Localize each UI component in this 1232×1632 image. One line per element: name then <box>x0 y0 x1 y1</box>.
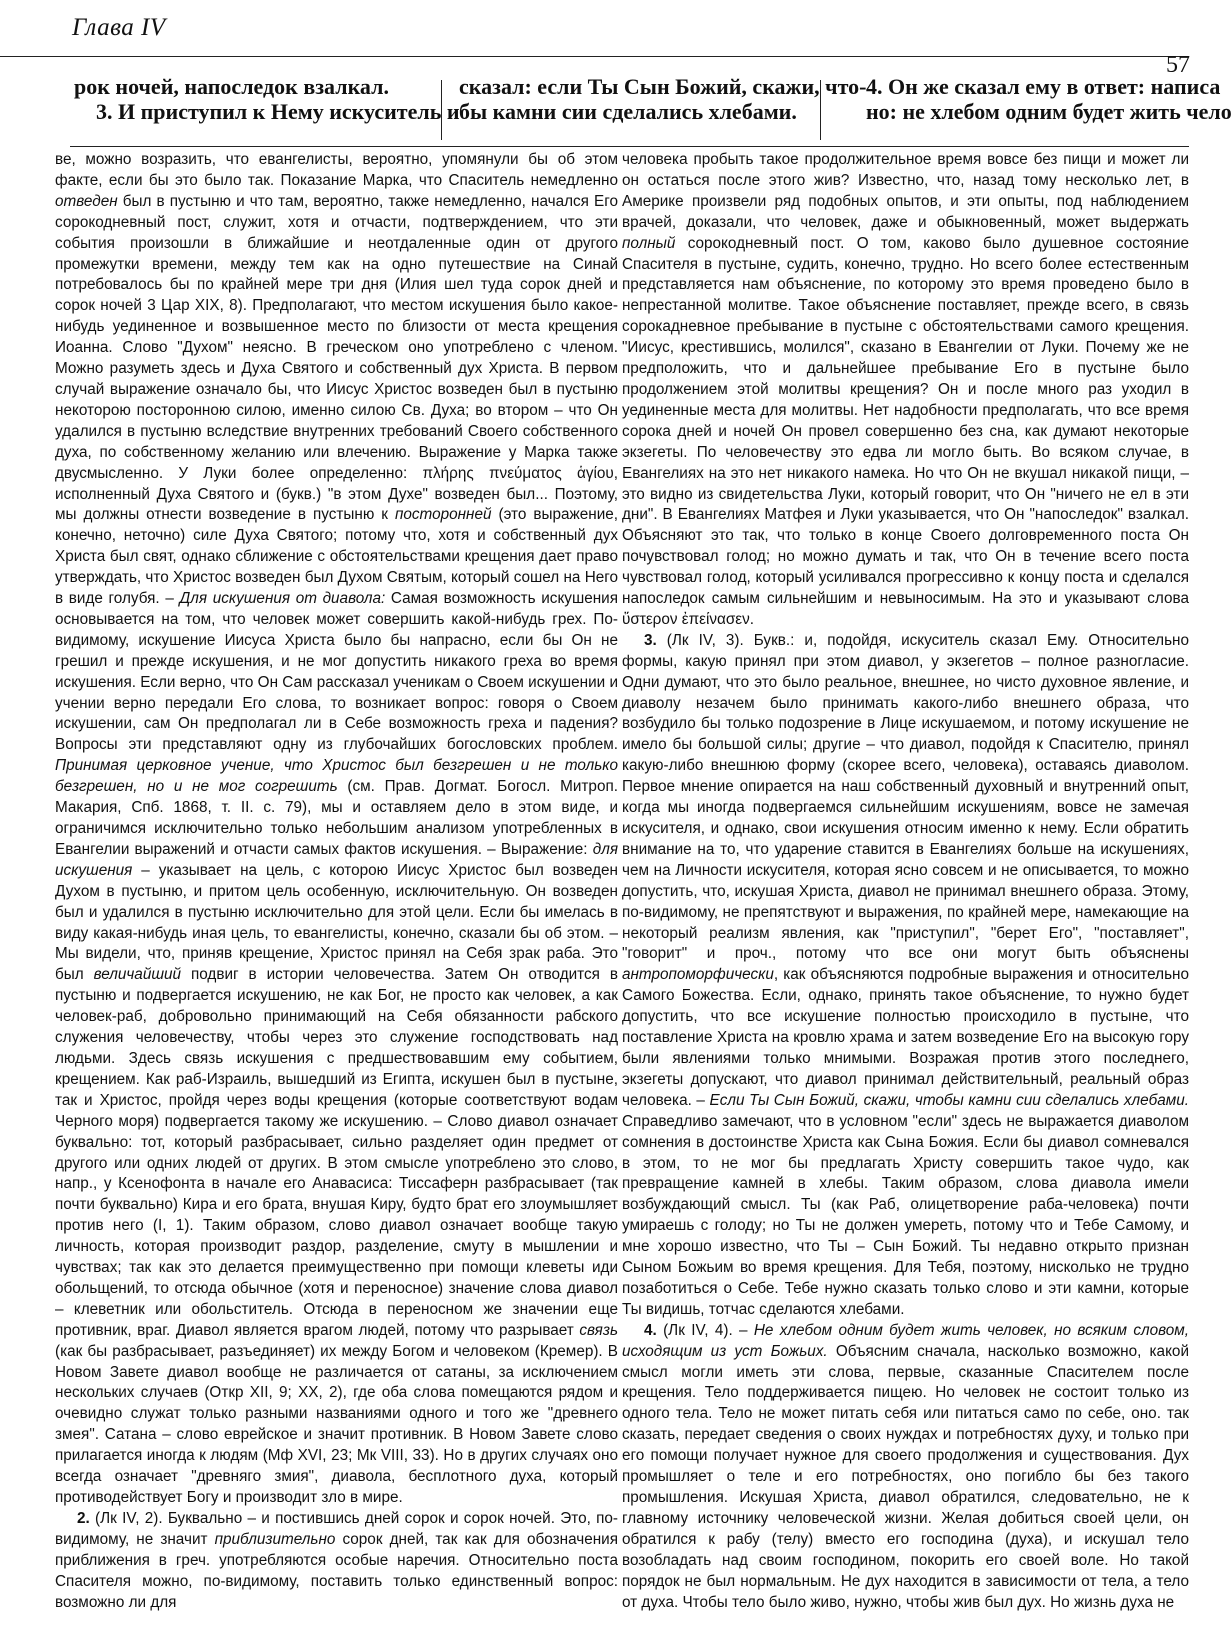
verse-block-3 <box>834 74 1232 124</box>
scripture-verses-band <box>0 66 1232 144</box>
commentary-paragraph: 4. (Лк IV, 4). – Не хлебом одним будет жить человек, но всяким словом, исходящим из уст Божьих. Объясним сначала, насколько возможно, какой смысл могли иметь эти слова, первые, сказанные Спасителем после крещения. Тело поддерживается пищею. Но человек не состоит только из одного тела. Тело не может питать себя или питаться само по себе, оно. так сказать, передает сведения о своих нуждах и потребностях духу, и только при его помощи получает нужное для своего продолжения и существования. Дух промышляет о теле и его потребностях, оно погибло бы без такого промышления. Искушая Христа, диавол обратился, следовательно, не к главному источнику человеческой жизни. Желая добиться своей цели, он обратился к рабу (телу) вместо его господина (духа), и искушал тело возобладать над своим господином, покорить его своей воле. Но такой порядок не был нормальным. Не дух находится в зависимости от тела, а тело от духа. Чтобы тело было живо, нужно, чтобы жив был дух. Но жизнь духа не <box>622 1321 1190 1611</box>
page-number: 57 <box>1166 52 1190 78</box>
verse-line: рок ночей, напоследок взалкал. <box>74 74 389 99</box>
verse-line: 4. Он же сказал ему в ответ: написа <box>866 74 1221 99</box>
running-header <box>0 0 1189 57</box>
verse-line: сказал: если Ты Сын Божий, скажи, что- <box>459 74 867 99</box>
verse-number: 4. <box>644 1321 657 1339</box>
commentary-column-left <box>55 150 618 1632</box>
commentary-column-right <box>622 150 1189 1632</box>
verse-line: бы камни сии сделались хлебами. <box>459 99 797 124</box>
commentary-paragraph: 3. (Лк IV, 3). Букв.: и, подойдя, искуситель сказал Ему. Относительно формы, какую принял при этом диавол, у экзегетов – полное разногласие. Одни думают, что это было реальное, внешнее, но чисто духовное явление, и диаволу незачем было принимать какого-либо внешнего образа, что возбудило бы только подозрение в Лице искушаемом, и потому искушение не имело бы большой силы; другие – что диавол, подойдя к Спасителю, принял какую-либо внешнюю форму (скорее всего, человека), оставаясь диаволом. Первое мнение опирается на наш собственный духовный и внутренний опыт, когда мы иногда подвергаемся сильнейшим искушениям, вовсе не замечая искусителя, и однако, свои искушения относим именно к нему. Если обратить внимание на то, что ударение ставится в Евангелиях больше на искушениях, чем на Личности искусителя, которая ясно совсем и не описывается, то можно допустить, что, искушая Христа, диавол не принимал внешнего образа. Этому, по-видимому, не препятствуют и выражения, по крайней мере, намекающие на некоторый реализм явления, как "приступил", "берет Его", "поставляет", "говорит" и проч., потому что все они могут быть объяснены антропоморфически, как объясняются подробные выражения и относительно Самого Божества. Если, однако, принять такое объяснение, то нужно будет допустить, что все искушение полностью происходило в пустыне, что поставление Христа на кровлю храма и затем возведение Его на высокую гору были явлениями только мнимыми. Возражая против этого последнего, экзегеты допускают, что диавол принимал действительный, реальный образ человека. – Если Ты Сын Божий, скажи, чтобы камни сии сделались хлебами. Справедливо замечают, что в условном "если" здесь не выражается диаволом сомнения в достоинстве Христа как Сына Божия. Если бы диавол сомневался в этом, то не мог бы предлагать Христу совершить такое чудо, как превращение камней в хлебы. Таким образом, слова диавола имели возбуждающий смысл. Ты (как Раб, олицетворение раба-человека) почти умираешь с голоду; но Ты не должен умереть, потому что и Тебе Самому, и мне хорошо известно, что Ты – Сын Божий. Ты недавно открыто признан Сыном Божьим во время крещения. Для Тебя, поэтому, нисколько не трудно позаботиться о Себе. Тебе нужно сказать только слово и эти камни, которые Ты видишь, тотчас сделаются хлебами. <box>622 631 1189 1318</box>
verse-divider <box>820 80 821 140</box>
verse-number: 3. <box>644 631 657 649</box>
verse-number: 2. <box>77 1509 90 1527</box>
horizontal-rule <box>70 146 1189 147</box>
commentary-paragraph: ве, можно возразить, что евангелисты, вероятно, упомянули бы об этом факте, если бы это было так. Показание Марка, что Спаситель немедленно отведен был в пустыню и что там, вероятно, также немедленно, начался Его сорокодневный пост, служит, хотя и отчасти, подтверждением, что эти события произошли в ближайшие и неотдаленные один от другого промежутки времени, между тем как на одно путешествие на Синай потребовалось бы по крайней мере три дня (Илия шел туда сорок дней и сорок ночей 3 Цар XIX, 8). Предполагают, что местом искушения было какое-нибудь уединенное и возвышенное место по близости от места крещения Иоанна. Слово "Духом" неясно. В греческом оно употреблено с членом. Можно разуметь здесь и Духа Святого и собственный дух Христа. В первом случай выражение означало бы, что Иисус Христос возведен был в пустыню некоторою посторонною силою, именно силою Св. Духа; во втором – что Он удалился в пустыню вследствие внутренних требований Своего собственного духа, по собственному желанию или влечению. Выражение у Марка также двусмысленно. У Луки более определенно: πλήρης πνεύματος ἁγίου, исполненный Духа Святого и (букв.) "в этом Духе" возведен был... Поэтому, мы должны отнести возведение в пустыню к посторонней (это выражение, конечно, неточно) силе Духа Святого; потому что, хотя и собственный дух Христа был свят, однако сближение с обстоятельствами крещения дает право утверждать, что Христос возведен был Духом Святым, который сошел на Него в виде голубя. – Для искушения от диавола: Самая возможность искушения основывается на том, что человек может совершить какой-нибудь грех. По-видимому, искушение Иисуса Христа было бы напрасно, если бы Он не грешил и прежде искушения, и не мог допустить никакого греха во время искушения. Если верно, что Он Сам рассказал ученикам о Своем искушении и учении верно передали Его слова, то возникает вопрос: говоря о Своем искушении, сам Он предполагал ли в Себе возможность греха и падения? Вопросы эти представляют одну из глубочайших богословских проблем. Принимая церковное учение, что Христос был безгрешен и не только безгрешен, но и не мог согрешить (см. Прав. Догмат. Богосл. Митроп. Макария, Спб. 1868, т. II. с. 79), мы и оставляем дело в этом виде, и ограничимся исключительно только небольшим анализом употребленных в Евангелии выражений и отчасти самых фактов искушения. – Выражение: для искушения – указывает на цель, с которою Иисус Христос был возведен Духом в пустыню, и притом цель особенную, исключительную. Он возведен был и удалился в пустыню исключительно для этой цели. Если бы имелась в виду какая-нибудь иная цель, то евангелисты, конечно, сказали бы об этом. – Мы видели, что, приняв крещение, Христос принял на Себя зрак раба. Это был величайший подвиг в истории человечества. Затем Он отводится в пустыню и подвергается искушению, не как Бог, не просто как человек, а как человек-раб, добровольно принимающий на Себя обязанности рабского служения человечеству, чтобы через это служение господствовать над людьми. Здесь связь искушения с предшествовавшим ему событием, крещением. Как раб-Израиль, вышедший из Египта, искушен был в пустыне, так и Христос, пройдя через воды крещения (которые соответствуют водам Черного моря) подвергается такому же искушению. – Слово диавол означает буквально: тот, который разбрасывает, сильно разделяет один предмет от другого или одних людей от других. В этом смысле употреблено это слово, напр., у Ксенофонта в начале его Анавасиса: Тиссаферн разбрасывает (так почти буквально) Кира и его брата, внушая Киру, будто брат его злоумышляет против него (I, 1). Таким образом, слово диавол означает вообще такую личность, которая производит раздор, разделение, смуту в мышлении и чувствах; так как это делается преимущественно при помощи клеветы иди обольщений, то отсюда обычное (хотя и переносное) значение слова диавол – клеветник или обольститель. Отсюда в переносном же значении еще противник, враг. Диавол является врагом людей, потому что разрывает связь (как бы разбрасывает, разъединяет) их между Богом и человеком (Кремер). В Новом Завете диавол вообще не различается от сатаны, за исключением нескольких случаев (Откр XII, 9; XX, 2), где оба слова помещаются рядом и очевидно служат только разными названиями одного и того же "древнего змея". Сатана – слово еврейское и значит противник. В Новом Завете слово прилагается иногда к людям (Мф XVI, 23; Мк VIII, 33). Но в других случаях оно всегда означает "древняго змия", диавола, бесплотного духа, который противодействует Богу и производит зло в мире. <box>55 151 619 1506</box>
verse-divider <box>441 80 442 140</box>
verse-block-2 <box>459 74 867 124</box>
commentary-paragraph: человека пробыть такое продолжительное время вовсе без пищи и может ли он остаться после этого жив? Известно, что, назад тому несколько лет, в Америке произвели ряд подобных опытов, и эти опыты, под наблюдением врачей, доказали, что человек, даже и обыкновенный, может выдержать полный сорокодневный пост. О том, каково было душевное состояние Спасителя в пустыне, судить, конечно, трудно. Но всего более естественным представляется нам объяснение, по которому это время проведено было в непрестанной молитве. Такое объяснение поставляет, прежде всего, в связь сорокадневное пребывание в пустыне с обстоятельствами самого крещения. "Иисус, крестившись, молился", сказано в Евангелии от Луки. Почему же не предположить, что и дальнейшее пребывание Его в пустыне было продолжением этой молитвы крещения? Он и после много раз уходил в уединенные места для молитвы. Нет надобности предполагать, что все время сорока дней и ночей Он провел совершенно без сна, как думают некоторые экзегеты. По человечеству это едва ли могло быть. Во всяком случае, в Евангелиях на это нет никакого намека. Но что Он не вкушал никакой пищи, – это видно из свидетельства Луки, который говорит, что Он "ничего не ел в эти дни". В Евангелиях Матфея и Луки указывается, что Он "напоследок" взалкал. Объясняют это так, что только в конце Своего долговременного поста Он почувствовал голод; но можно думать и так, что Он в течение всего поста чувствовал голод, который усиливался прогрессивно к концу поста и сделался напоследок самым сильнейшим и невыносимым. На это и указывают слова ὕστερον ἐπείνασεν. <box>622 151 1189 628</box>
verse-line: но: не хлебом одним будет жить чело <box>866 99 1232 124</box>
verse-line: 3. И приступил к Нему искуситель и <box>96 99 460 124</box>
chapter-title: Глава IV <box>72 14 166 41</box>
verse-block-1 <box>74 74 460 124</box>
commentary-paragraph: 2. (Лк IV, 2). Буквально – и постившись дней сорок и сорок ночей. Это, по-видимому, не значит приблизительно сорок дней, так как для обозначения приближения в греч. употребляются особые наречия. Относительно поста Спасителя можно, по-видимому, поставить только единственный вопрос: возможно ли для <box>55 1509 618 1611</box>
